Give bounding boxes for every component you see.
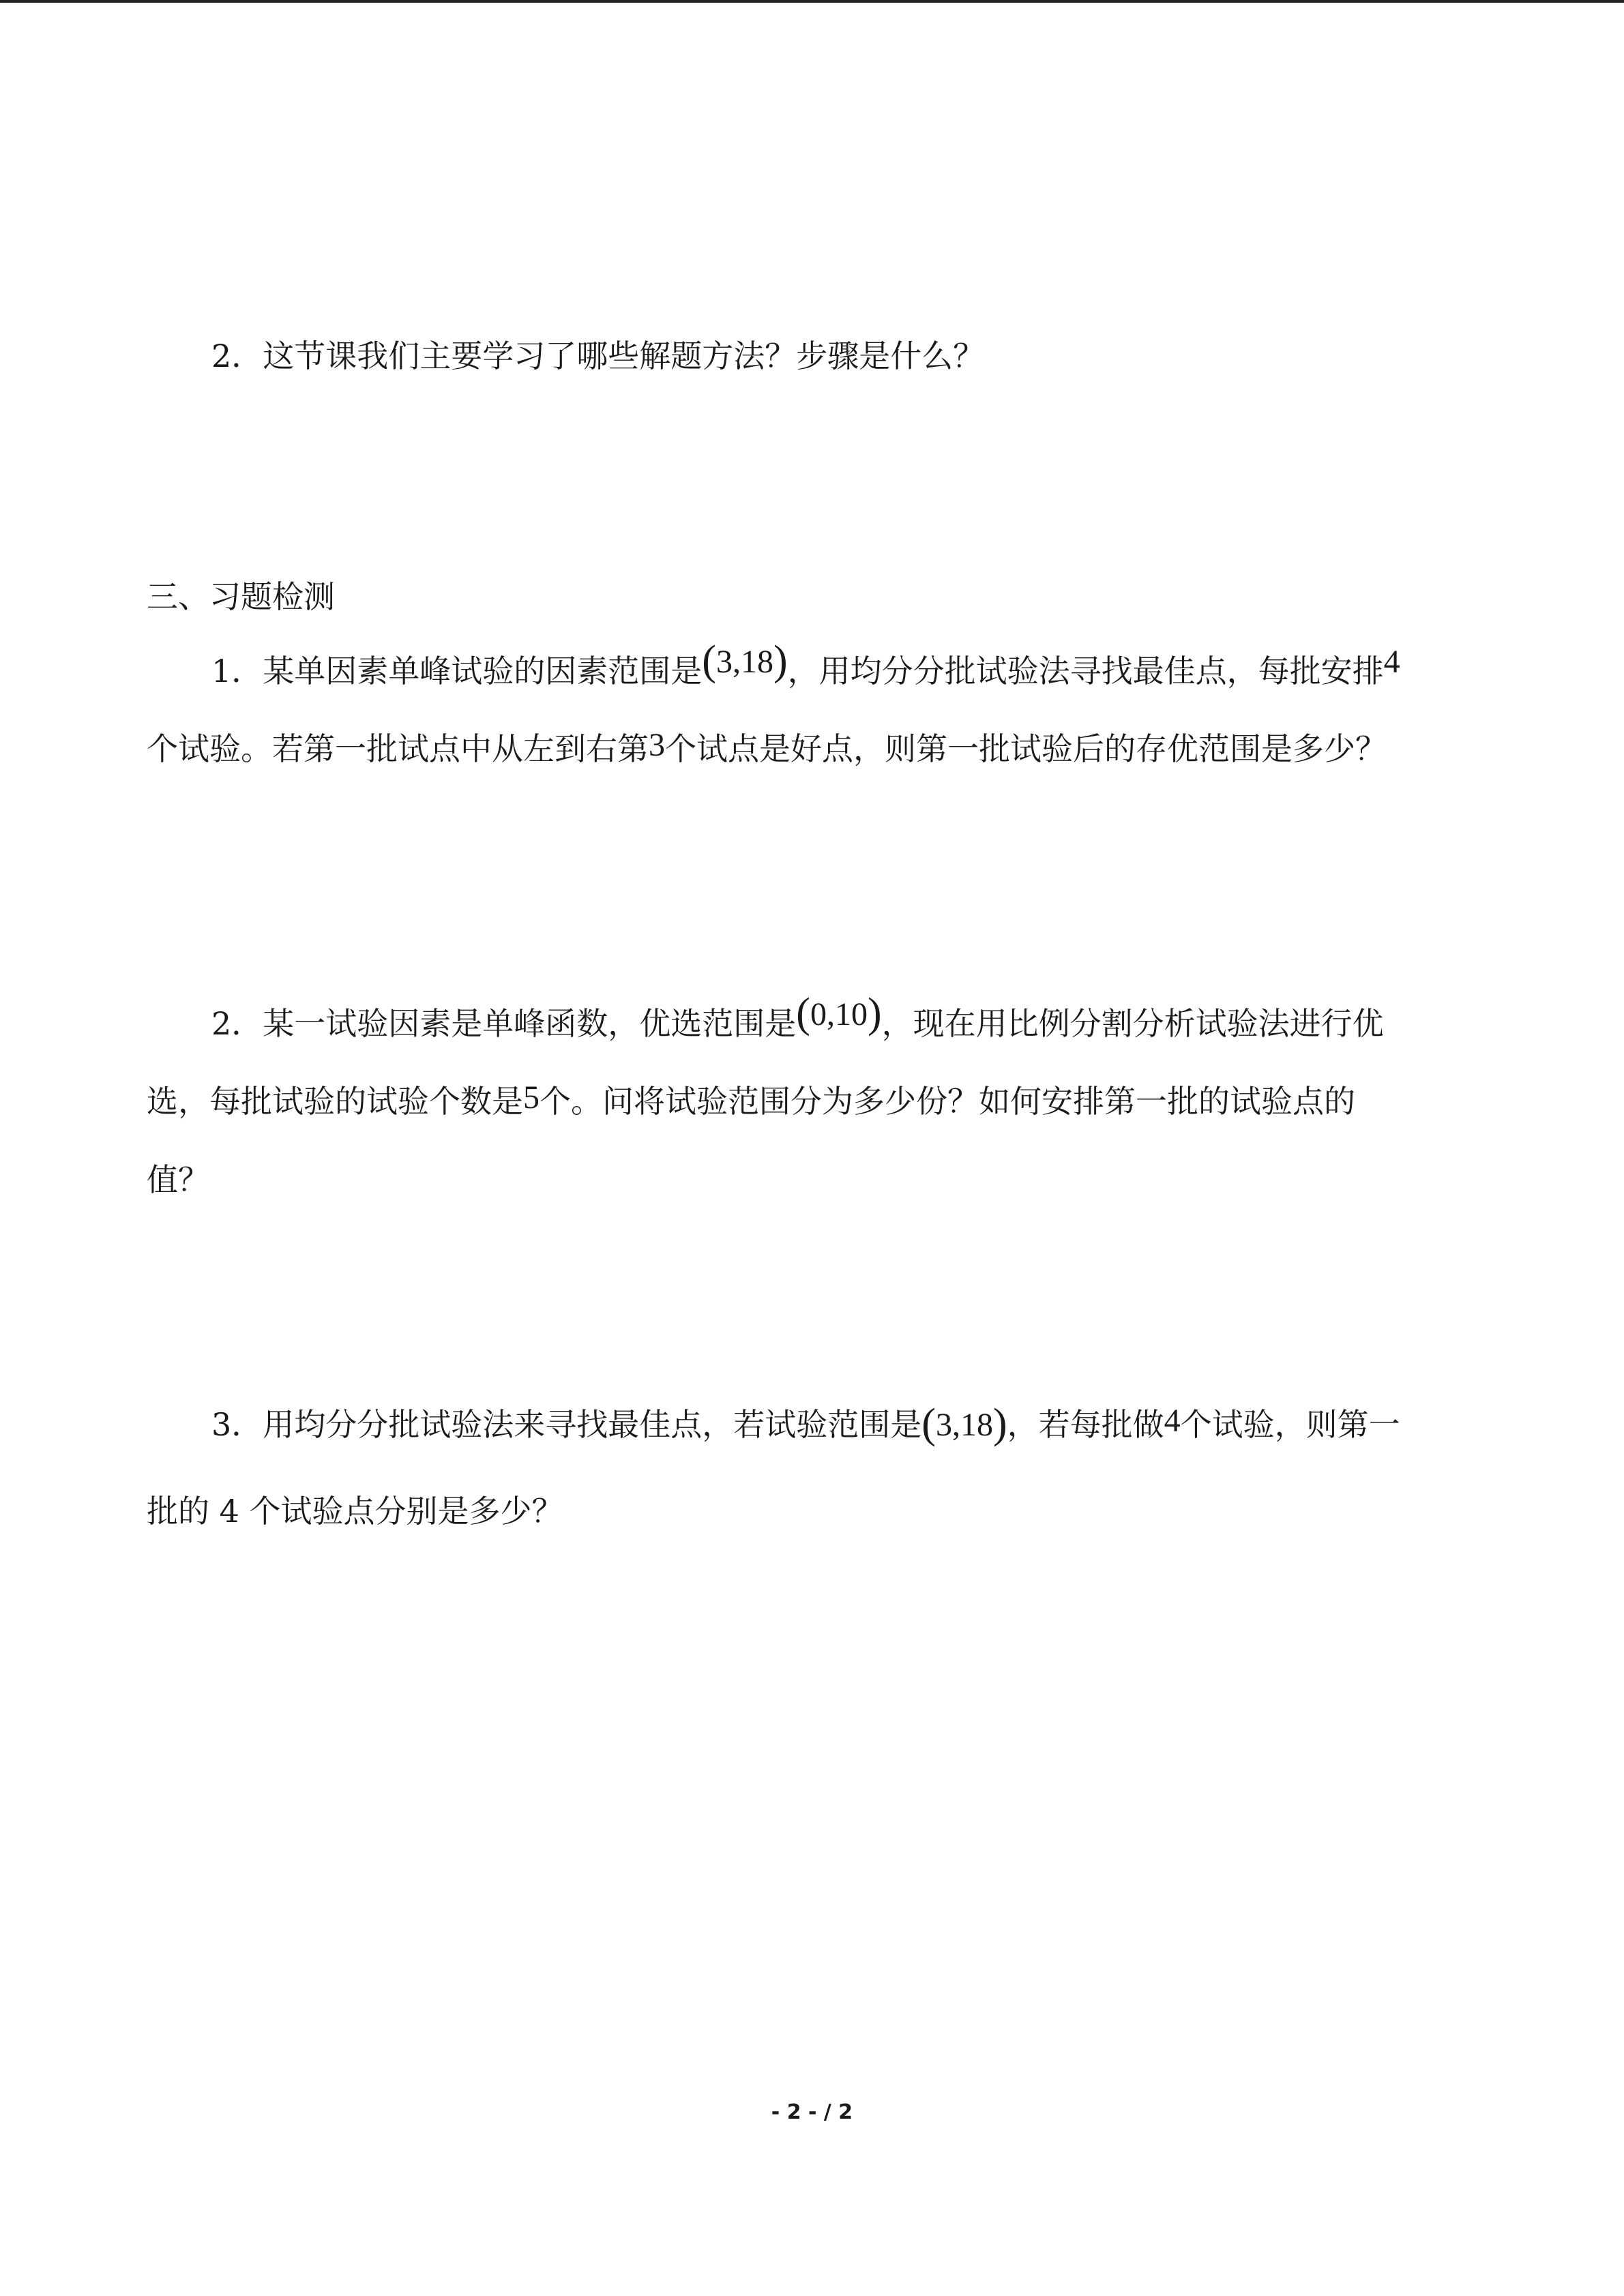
problem-3-count: 4 <box>1164 1403 1181 1439</box>
problem-1-range-value: 3,18 <box>715 644 773 680</box>
page-number: - 2 - / 2 <box>771 2100 853 2124</box>
problem-2-count: 5 <box>523 1079 540 1116</box>
problem-3-range: (3,18) <box>921 1401 1007 1447</box>
section-heading <box>147 576 335 617</box>
problem-1-line-2 <box>147 728 1387 770</box>
problem-2-text-e: 值？ <box>147 1161 209 1198</box>
problem-2-range: (0,10) <box>796 990 882 1037</box>
problem-3-range-value: 3,18 <box>935 1407 993 1443</box>
top-border <box>0 0 1624 3</box>
problem-2-text-c: 选，每批试验的试验个数是 <box>147 1083 523 1120</box>
problem-2-text-a: 2．某一试验因素是单峰函数，优选范围是 <box>211 1005 797 1042</box>
problem-3-line-2 <box>147 1491 563 1532</box>
problem-3-text-b: ，若每批做 <box>1007 1406 1164 1443</box>
problem-1-line-1 <box>211 638 1400 692</box>
problem-2-line-2 <box>147 1081 1355 1122</box>
problem-1-text-b: ，用均分分批试验法寻找最佳点，每批安排 <box>787 653 1384 689</box>
problem-2-text-b: ，现在用比例分割分析试验法进行优 <box>881 1005 1384 1042</box>
problem-2-line-1 <box>211 990 1384 1045</box>
problem-3-line-1 <box>211 1403 1400 1446</box>
problem-3-text-c: 个试验，则第一 <box>1180 1406 1400 1443</box>
problem-1-nth: 3 <box>649 727 665 763</box>
problem-1-text-c: 个试验。若第一批试点中从左到右第 <box>147 730 649 767</box>
problem-2-text-d: 个。问将试验范围分为多少份？如何安排第一批的试验点的 <box>540 1083 1355 1120</box>
problem-3-text-a: 3．用均分分批试验法来寻找最佳点，若试验范围是 <box>211 1406 922 1443</box>
problem-2-line-3 <box>147 1159 209 1200</box>
problem-3-text-d: 批的 4 个试验点分别是多少？ <box>147 1493 563 1530</box>
problem-1-range: (3,18) <box>702 638 788 684</box>
problem-1-text-d: 个试点是好点，则第一批试验后的存优范围是多少？ <box>665 730 1387 767</box>
section-heading-text: 三、习题检测 <box>147 578 335 615</box>
problem-1-text-a: 1．某单因素单峰试验的因素范围是 <box>211 653 703 689</box>
problem-2-range-value: 0,10 <box>810 996 868 1032</box>
review-question-2-text: 2．这节课我们主要学习了哪些解题方法？步骤是什么？ <box>211 338 985 374</box>
problem-1-count: 4 <box>1383 644 1400 680</box>
review-question-2 <box>211 336 984 376</box>
